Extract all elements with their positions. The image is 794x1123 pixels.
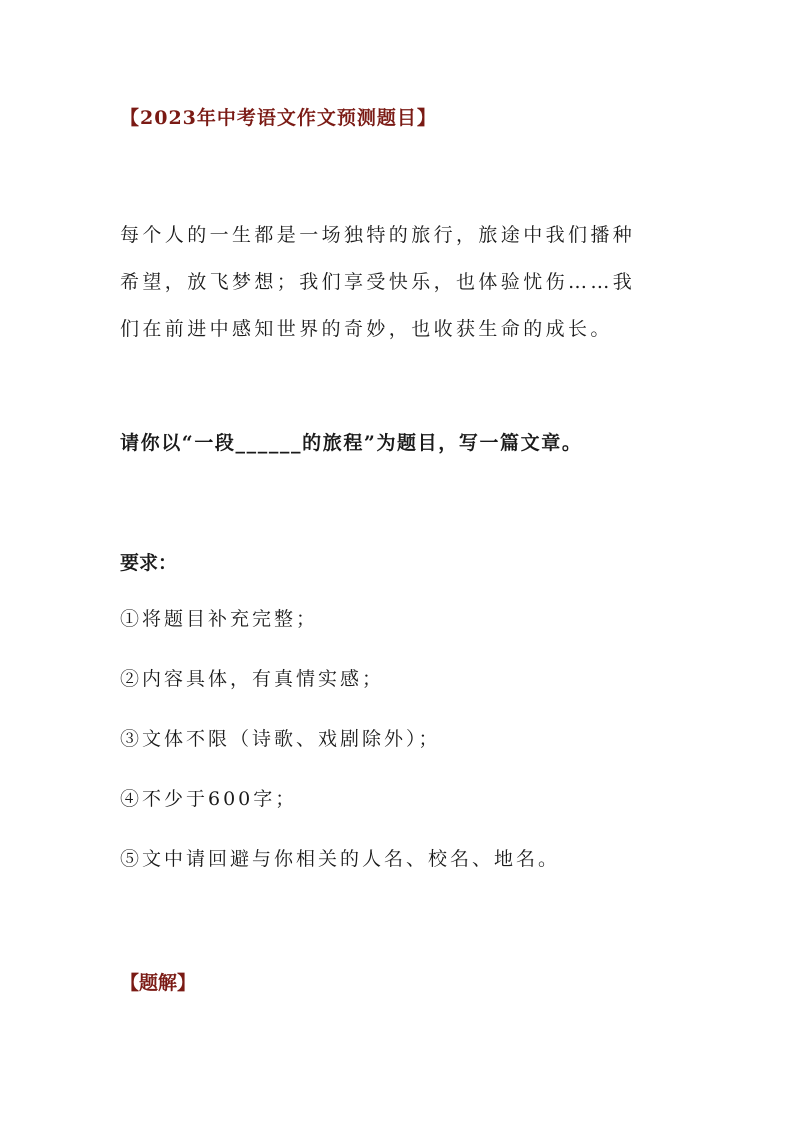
solution-section-heading: 【题解】 xyxy=(120,972,197,994)
intro-line-2: 希望，放飞梦想；我们享受快乐，也体验忧伤……我 xyxy=(120,271,636,293)
requirement-item-4: ④不少于600字； xyxy=(120,788,298,810)
intro-line-1: 每个人的一生都是一场独特的旅行，旅途中我们播种 xyxy=(120,224,636,246)
document-title: 【2023年中考语文作文预测题目】 xyxy=(120,107,437,129)
requirements-heading: 要求： xyxy=(120,552,178,574)
intro-paragraph xyxy=(120,222,680,363)
requirement-item-5: ⑤文中请回避与你相关的人名、校名、地名。 xyxy=(120,848,561,870)
essay-prompt: 请你以“一段______的旅程”为题目，写一篇文章。 xyxy=(120,432,583,454)
requirement-item-3: ③文体不限（诗歌、戏剧除外）； xyxy=(120,728,441,750)
requirement-item-2: ②内容具体，有真情实感； xyxy=(120,668,385,690)
intro-line-3: 们在前进中感知世界的奇妙，也收获生命的成长。 xyxy=(120,318,613,340)
requirements-list xyxy=(120,606,560,906)
requirement-item-1: ①将题目补充完整； xyxy=(120,608,319,630)
